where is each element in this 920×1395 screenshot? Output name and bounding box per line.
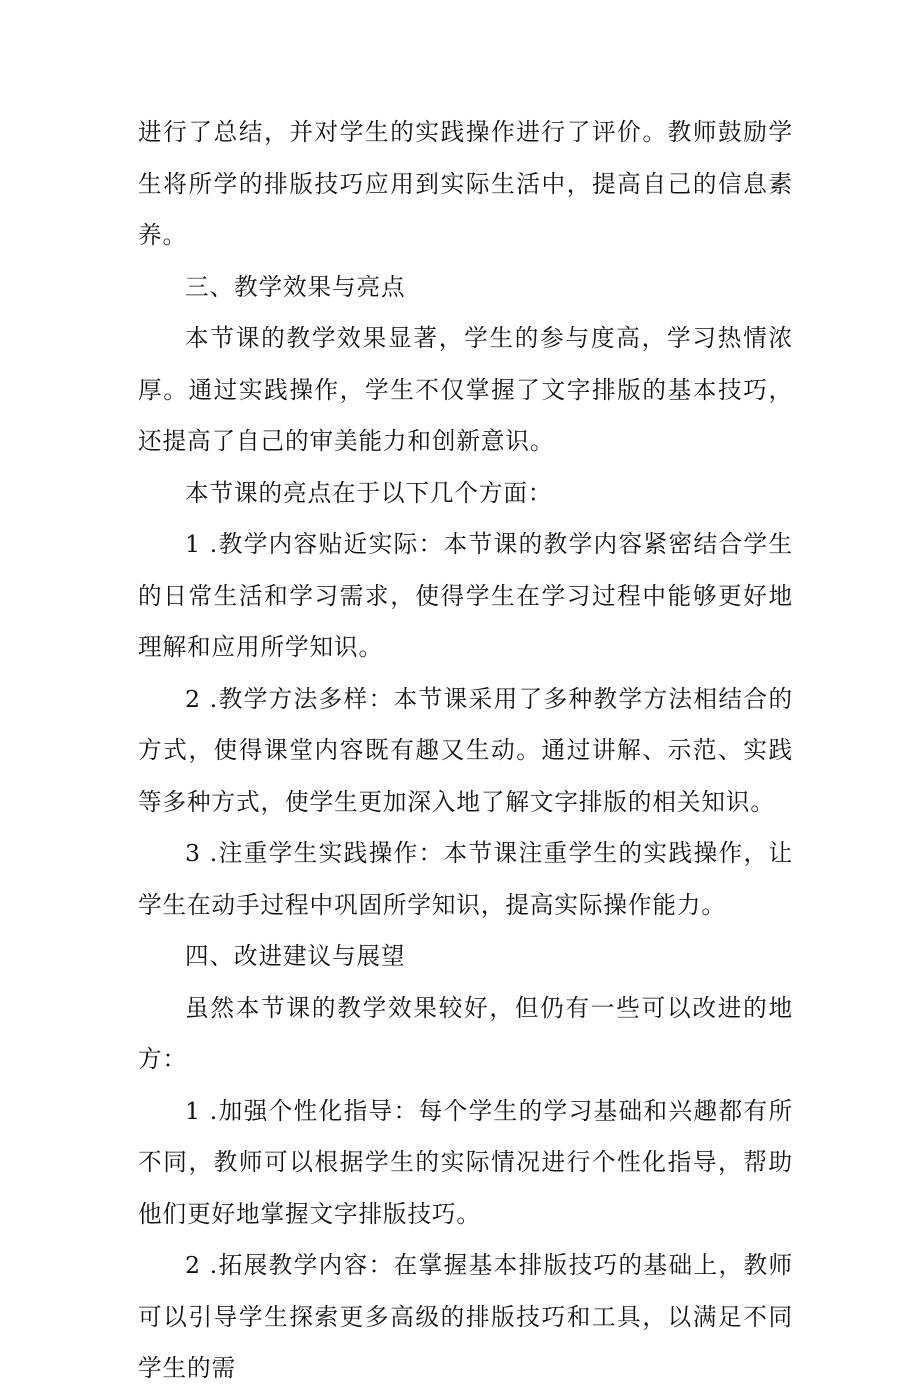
section-heading-improvements: 四、改进建议与展望 [185, 942, 406, 970]
paragraph-improvements-intro: 虽然本节课的教学效果较好，但仍有一些可以改进的地方： [138, 993, 793, 1073]
section-heading-effects-highlights: 三、教学效果与亮点 [185, 272, 406, 301]
list-item-improvement-1: 1 .加强个性化指导：每个学生的学习基础和兴趣都有所不同，教师可以根据学生的实际情况进行个性化指导，帮助他们更好地掌握文字排版技巧。 [138, 1096, 793, 1228]
list-item-highlight-3: 3 .注重学生实践操作：本节课注重学生的实践操作，让学生在动手过程中巩固所学知识，提高实际操作能力。 [138, 839, 793, 919]
list-item-highlight-1: 1 .教学内容贴近实际：本节课的教学内容紧密结合学生的日常生活和学习需求，使得学生在学习过程中能够更好地理解和应用所学知识。 [138, 530, 793, 661]
paragraph-highlights-intro: 本节课的亮点在于以下几个方面： [185, 478, 553, 507]
document-page [138, 107, 793, 1395]
list-item-highlight-2: 2 .教学方法多样：本节课采用了多种教学方法相结合的方式，使得课堂内容既有趣又生动。通过讲解、示范、实践等多种方式，使学生更加深入地了解文字排版的相关知识。 [138, 684, 793, 816]
paragraph-teaching-effects: 本节课的教学效果显著，学生的参与度高，学习热情浓厚。通过实践操作，学生不仅掌握了文字排版的基本技巧，还提高了自己的审美能力和创新意识。 [138, 324, 793, 455]
paragraph-summary-continuation: 进行了总结，并对学生的实践操作进行了评价。教师鼓励学生将所学的排版技巧应用到实际生活中，提高自己的信息素养。 [138, 118, 793, 249]
list-item-improvement-2: 2 .拓展教学内容：在掌握基本排版技巧的基础上，教师可以引导学生探索更多高级的排版技巧和工具，以满足不同学生的需 [138, 1251, 793, 1382]
